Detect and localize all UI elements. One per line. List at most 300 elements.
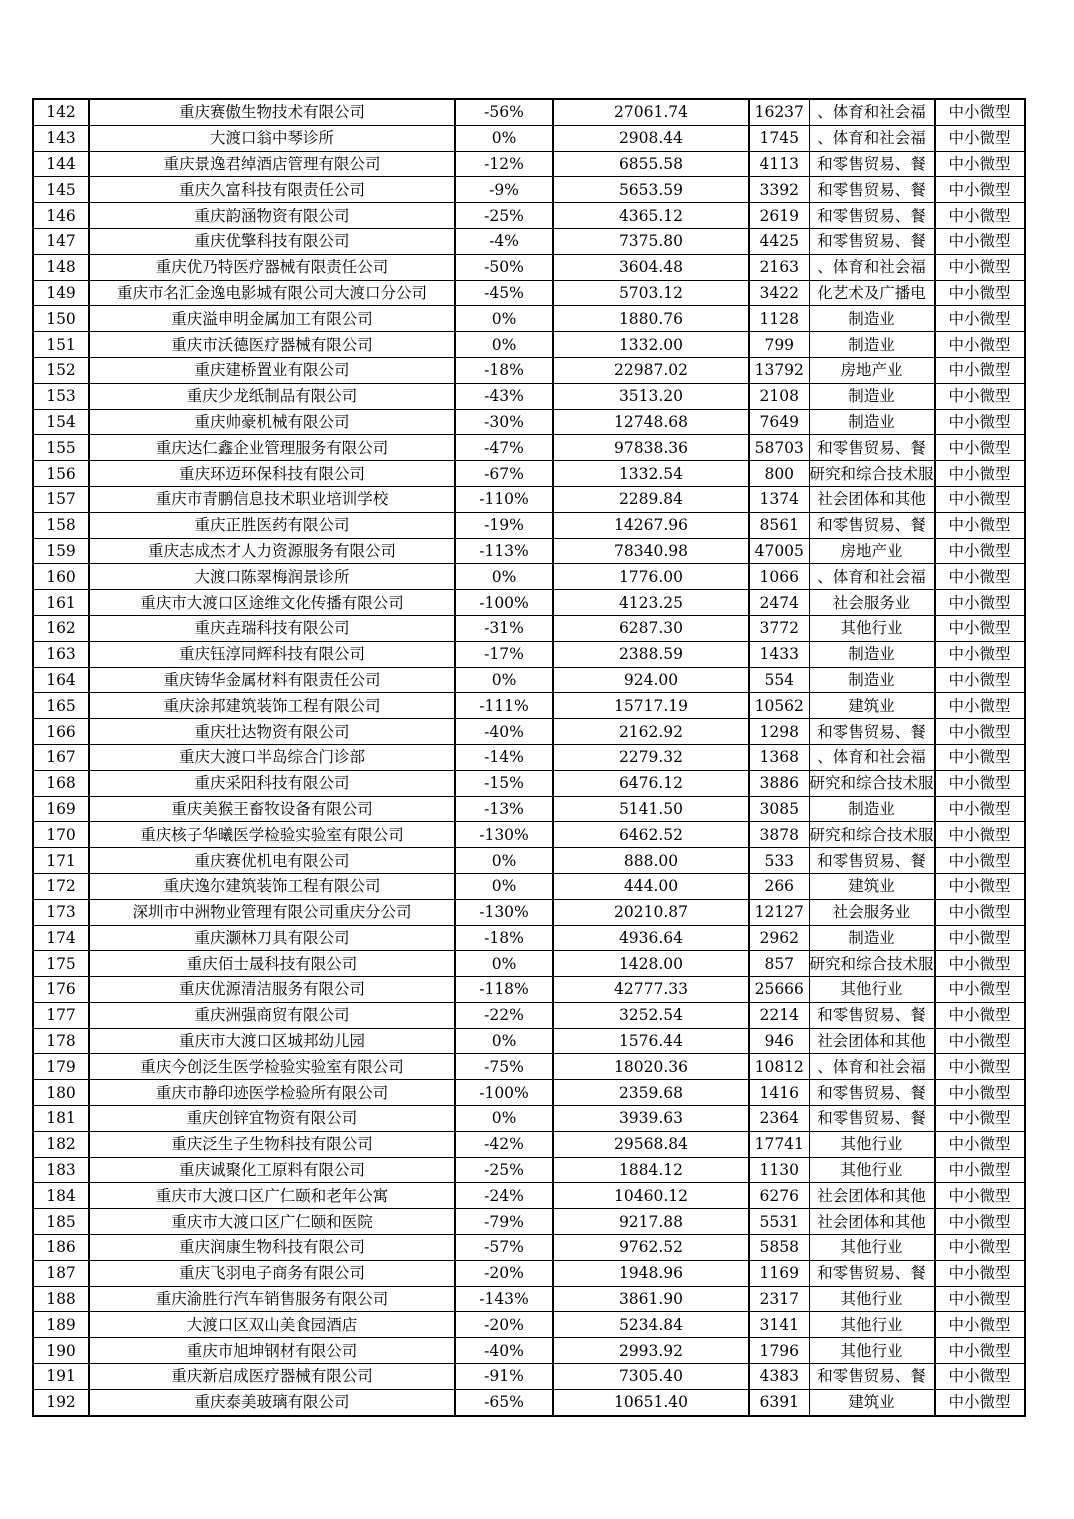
table-row: [33, 409, 1025, 435]
subsidy-cell: 4383: [749, 1364, 809, 1390]
amount-cell: 1428.00: [553, 951, 749, 977]
industry-cell: 制造业: [809, 667, 935, 693]
size-cell: 中小微型: [935, 641, 1025, 667]
subsidy-cell: 2962: [749, 925, 809, 951]
subsidy-cell: 17741: [749, 1131, 809, 1157]
row-number-cell: 161: [33, 590, 89, 616]
size-cell: 中小微型: [935, 615, 1025, 641]
subsidy-cell: 1433: [749, 641, 809, 667]
row-number-cell: 179: [33, 1054, 89, 1080]
subsidy-cell: 3772: [749, 615, 809, 641]
subsidy-cell: 4425: [749, 228, 809, 254]
company-name-cell: 重庆垚瑞科技有限公司: [89, 615, 455, 641]
subsidy-cell: 3392: [749, 177, 809, 203]
industry-cell: 研究和综合技术服: [809, 822, 935, 848]
row-number-cell: 144: [33, 151, 89, 177]
row-number-cell: 181: [33, 1106, 89, 1132]
industry-cell: 、体育和社会福: [809, 99, 935, 125]
subsidy-cell: 2364: [749, 1106, 809, 1132]
row-number-cell: 149: [33, 280, 89, 306]
company-name-cell: 重庆优乃特医疗器械有限责任公司: [89, 254, 455, 280]
table-row: [33, 925, 1025, 951]
change-rate-cell: -25%: [455, 203, 553, 229]
industry-cell: 其他行业: [809, 615, 935, 641]
table-row: [33, 770, 1025, 796]
amount-cell: 7375.80: [553, 228, 749, 254]
size-cell: 中小微型: [935, 1028, 1025, 1054]
change-rate-cell: 0%: [455, 306, 553, 332]
table-row: [33, 486, 1025, 512]
amount-cell: 7305.40: [553, 1364, 749, 1390]
change-rate-cell: -100%: [455, 590, 553, 616]
size-cell: 中小微型: [935, 1260, 1025, 1286]
change-rate-cell: -113%: [455, 538, 553, 564]
size-cell: 中小微型: [935, 125, 1025, 151]
industry-cell: 和零售贸易、餐: [809, 1080, 935, 1106]
size-cell: 中小微型: [935, 1002, 1025, 1028]
industry-cell: 和零售贸易、餐: [809, 512, 935, 538]
size-cell: 中小微型: [935, 306, 1025, 332]
row-number-cell: 164: [33, 667, 89, 693]
size-cell: 中小微型: [935, 203, 1025, 229]
subsidy-cell: 554: [749, 667, 809, 693]
change-rate-cell: -40%: [455, 719, 553, 745]
subsidy-cell: 10562: [749, 693, 809, 719]
company-name-cell: 重庆市旭坤钢材有限公司: [89, 1338, 455, 1364]
subsidy-cell: 10812: [749, 1054, 809, 1080]
company-name-cell: 重庆优源清洁服务有限公司: [89, 977, 455, 1003]
row-number-cell: 187: [33, 1260, 89, 1286]
size-cell: 中小微型: [935, 332, 1025, 358]
company-name-cell: 重庆达仁鑫企业管理服务有限公司: [89, 435, 455, 461]
amount-cell: 2162.92: [553, 719, 749, 745]
industry-cell: 制造业: [809, 796, 935, 822]
row-number-cell: 146: [33, 203, 89, 229]
row-number-cell: 178: [33, 1028, 89, 1054]
size-cell: 中小微型: [935, 1235, 1025, 1261]
industry-cell: 其他行业: [809, 1235, 935, 1261]
industry-cell: 社会服务业: [809, 899, 935, 925]
company-name-cell: 重庆久富科技有限责任公司: [89, 177, 455, 203]
row-number-cell: 158: [33, 512, 89, 538]
industry-cell: 社会团体和其他: [809, 1209, 935, 1235]
size-cell: 中小微型: [935, 1364, 1025, 1390]
table-row: [33, 951, 1025, 977]
row-number-cell: 175: [33, 951, 89, 977]
company-name-cell: 重庆正胜医药有限公司: [89, 512, 455, 538]
size-cell: 中小微型: [935, 873, 1025, 899]
table-row: [33, 719, 1025, 745]
enterprise-table: [32, 98, 1026, 1417]
size-cell: 中小微型: [935, 1131, 1025, 1157]
change-rate-cell: -43%: [455, 383, 553, 409]
industry-cell: 建筑业: [809, 873, 935, 899]
subsidy-cell: 266: [749, 873, 809, 899]
row-number-cell: 167: [33, 744, 89, 770]
size-cell: 中小微型: [935, 357, 1025, 383]
industry-cell: 制造业: [809, 332, 935, 358]
company-name-cell: 重庆诚聚化工原料有限公司: [89, 1157, 455, 1183]
size-cell: 中小微型: [935, 796, 1025, 822]
row-number-cell: 142: [33, 99, 89, 125]
row-number-cell: 157: [33, 486, 89, 512]
change-rate-cell: -79%: [455, 1209, 553, 1235]
row-number-cell: 166: [33, 719, 89, 745]
table-row: [33, 1389, 1025, 1415]
industry-cell: 制造业: [809, 641, 935, 667]
company-name-cell: 重庆壮达物资有限公司: [89, 719, 455, 745]
amount-cell: 6462.52: [553, 822, 749, 848]
amount-cell: 5703.12: [553, 280, 749, 306]
change-rate-cell: 0%: [455, 667, 553, 693]
size-cell: 中小微型: [935, 1286, 1025, 1312]
change-rate-cell: -20%: [455, 1312, 553, 1338]
industry-cell: 社会团体和其他: [809, 486, 935, 512]
amount-cell: 3604.48: [553, 254, 749, 280]
row-number-cell: 150: [33, 306, 89, 332]
change-rate-cell: -130%: [455, 822, 553, 848]
subsidy-cell: 3878: [749, 822, 809, 848]
industry-cell: 和零售贸易、餐: [809, 848, 935, 874]
company-name-cell: 重庆建桥置业有限公司: [89, 357, 455, 383]
company-name-cell: 重庆核子华曦医学检验实验室有限公司: [89, 822, 455, 848]
size-cell: 中小微型: [935, 1183, 1025, 1209]
subsidy-cell: 7649: [749, 409, 809, 435]
size-cell: 中小微型: [935, 409, 1025, 435]
amount-cell: 3861.90: [553, 1286, 749, 1312]
amount-cell: 4365.12: [553, 203, 749, 229]
size-cell: 中小微型: [935, 512, 1025, 538]
subsidy-cell: 800: [749, 461, 809, 487]
row-number-cell: 182: [33, 1131, 89, 1157]
industry-cell: 化艺术及广播电: [809, 280, 935, 306]
row-number-cell: 186: [33, 1235, 89, 1261]
change-rate-cell: 0%: [455, 873, 553, 899]
row-number-cell: 191: [33, 1364, 89, 1390]
amount-cell: 3513.20: [553, 383, 749, 409]
table-row: [33, 538, 1025, 564]
company-name-cell: 重庆泛生子生物科技有限公司: [89, 1131, 455, 1157]
amount-cell: 4936.64: [553, 925, 749, 951]
row-number-cell: 176: [33, 977, 89, 1003]
table-row: [33, 1054, 1025, 1080]
size-cell: 中小微型: [935, 848, 1025, 874]
size-cell: 中小微型: [935, 693, 1025, 719]
table-row: [33, 848, 1025, 874]
table-row: [33, 590, 1025, 616]
row-number-cell: 180: [33, 1080, 89, 1106]
industry-cell: 和零售贸易、餐: [809, 435, 935, 461]
size-cell: 中小微型: [935, 899, 1025, 925]
row-number-cell: 189: [33, 1312, 89, 1338]
change-rate-cell: 0%: [455, 332, 553, 358]
amount-cell: 22987.02: [553, 357, 749, 383]
amount-cell: 12748.68: [553, 409, 749, 435]
size-cell: 中小微型: [935, 177, 1025, 203]
row-number-cell: 171: [33, 848, 89, 874]
table-row: [33, 1157, 1025, 1183]
subsidy-cell: 6391: [749, 1389, 809, 1415]
company-name-cell: 重庆环迈环保科技有限公司: [89, 461, 455, 487]
industry-cell: 、体育和社会福: [809, 564, 935, 590]
company-name-cell: 重庆市大渡口区途维文化传播有限公司: [89, 590, 455, 616]
amount-cell: 5141.50: [553, 796, 749, 822]
company-name-cell: 重庆灏林刀具有限公司: [89, 925, 455, 951]
change-rate-cell: -118%: [455, 977, 553, 1003]
row-number-cell: 152: [33, 357, 89, 383]
subsidy-cell: 799: [749, 332, 809, 358]
company-name-cell: 重庆市大渡口区广仁颐和医院: [89, 1209, 455, 1235]
change-rate-cell: -15%: [455, 770, 553, 796]
table-row: [33, 151, 1025, 177]
row-number-cell: 155: [33, 435, 89, 461]
subsidy-cell: 2619: [749, 203, 809, 229]
amount-cell: 29568.84: [553, 1131, 749, 1157]
industry-cell: 建筑业: [809, 1389, 935, 1415]
company-name-cell: 大渡口翁中琴诊所: [89, 125, 455, 151]
size-cell: 中小微型: [935, 590, 1025, 616]
amount-cell: 14267.96: [553, 512, 749, 538]
company-name-cell: 深圳市中洲物业管理有限公司重庆分公司: [89, 899, 455, 925]
change-rate-cell: -57%: [455, 1235, 553, 1261]
amount-cell: 2388.59: [553, 641, 749, 667]
change-rate-cell: -12%: [455, 151, 553, 177]
amount-cell: 1332.54: [553, 461, 749, 487]
row-number-cell: 192: [33, 1389, 89, 1415]
subsidy-cell: 6276: [749, 1183, 809, 1209]
row-number-cell: 143: [33, 125, 89, 151]
size-cell: 中小微型: [935, 822, 1025, 848]
company-name-cell: 重庆市大渡口区广仁颐和老年公寓: [89, 1183, 455, 1209]
amount-cell: 5234.84: [553, 1312, 749, 1338]
table-row: [33, 99, 1025, 125]
company-name-cell: 重庆铸华金属材料有限责任公司: [89, 667, 455, 693]
amount-cell: 2279.32: [553, 744, 749, 770]
industry-cell: 和零售贸易、餐: [809, 1106, 935, 1132]
change-rate-cell: -22%: [455, 1002, 553, 1028]
industry-cell: 房地产业: [809, 538, 935, 564]
size-cell: 中小微型: [935, 770, 1025, 796]
row-number-cell: 183: [33, 1157, 89, 1183]
table-row: [33, 1131, 1025, 1157]
table-row: [33, 744, 1025, 770]
company-name-cell: 重庆赛优机电有限公司: [89, 848, 455, 874]
change-rate-cell: 0%: [455, 848, 553, 874]
industry-cell: 研究和综合技术服: [809, 461, 935, 487]
company-name-cell: 重庆帅豪机械有限公司: [89, 409, 455, 435]
subsidy-cell: 946: [749, 1028, 809, 1054]
company-name-cell: 重庆市沃德医疗器械有限公司: [89, 332, 455, 358]
change-rate-cell: -45%: [455, 280, 553, 306]
amount-cell: 1948.96: [553, 1260, 749, 1286]
table-row: [33, 641, 1025, 667]
subsidy-cell: 3085: [749, 796, 809, 822]
table-row: [33, 435, 1025, 461]
row-number-cell: 185: [33, 1209, 89, 1235]
table-row: [33, 1286, 1025, 1312]
table-row: [33, 383, 1025, 409]
change-rate-cell: -110%: [455, 486, 553, 512]
change-rate-cell: -111%: [455, 693, 553, 719]
table-row: [33, 615, 1025, 641]
table-row: [33, 1235, 1025, 1261]
size-cell: 中小微型: [935, 254, 1025, 280]
subsidy-cell: 8561: [749, 512, 809, 538]
change-rate-cell: -30%: [455, 409, 553, 435]
size-cell: 中小微型: [935, 538, 1025, 564]
size-cell: 中小微型: [935, 486, 1025, 512]
subsidy-cell: 5858: [749, 1235, 809, 1261]
table-row: [33, 461, 1025, 487]
size-cell: 中小微型: [935, 1054, 1025, 1080]
amount-cell: 10651.40: [553, 1389, 749, 1415]
industry-cell: 、体育和社会福: [809, 254, 935, 280]
table-row: [33, 306, 1025, 332]
amount-cell: 78340.98: [553, 538, 749, 564]
table-row: [33, 873, 1025, 899]
change-rate-cell: -40%: [455, 1338, 553, 1364]
change-rate-cell: 0%: [455, 1028, 553, 1054]
industry-cell: 、体育和社会福: [809, 744, 935, 770]
change-rate-cell: -24%: [455, 1183, 553, 1209]
size-cell: 中小微型: [935, 280, 1025, 306]
company-name-cell: 重庆韵涵物资有限公司: [89, 203, 455, 229]
table-row: [33, 1364, 1025, 1390]
industry-cell: 制造业: [809, 306, 935, 332]
subsidy-cell: 1796: [749, 1338, 809, 1364]
industry-cell: 制造业: [809, 925, 935, 951]
size-cell: 中小微型: [935, 1209, 1025, 1235]
amount-cell: 27061.74: [553, 99, 749, 125]
amount-cell: 3939.63: [553, 1106, 749, 1132]
industry-cell: 和零售贸易、餐: [809, 1002, 935, 1028]
company-name-cell: 重庆涂邦建筑装饰工程有限公司: [89, 693, 455, 719]
subsidy-cell: 3141: [749, 1312, 809, 1338]
table-row: [33, 1002, 1025, 1028]
amount-cell: 42777.33: [553, 977, 749, 1003]
industry-cell: 建筑业: [809, 693, 935, 719]
size-cell: 中小微型: [935, 1157, 1025, 1183]
table-row: [33, 899, 1025, 925]
amount-cell: 924.00: [553, 667, 749, 693]
amount-cell: 1776.00: [553, 564, 749, 590]
row-number-cell: 170: [33, 822, 89, 848]
size-cell: 中小微型: [935, 564, 1025, 590]
company-name-cell: 重庆美猴王畜牧设备有限公司: [89, 796, 455, 822]
row-number-cell: 156: [33, 461, 89, 487]
change-rate-cell: -17%: [455, 641, 553, 667]
change-rate-cell: -14%: [455, 744, 553, 770]
company-name-cell: 重庆今创泛生医学检验实验室有限公司: [89, 1054, 455, 1080]
subsidy-cell: 857: [749, 951, 809, 977]
change-rate-cell: 0%: [455, 564, 553, 590]
row-number-cell: 174: [33, 925, 89, 951]
company-name-cell: 重庆佰士晟科技有限公司: [89, 951, 455, 977]
size-cell: 中小微型: [935, 1080, 1025, 1106]
change-rate-cell: -100%: [455, 1080, 553, 1106]
subsidy-cell: 2317: [749, 1286, 809, 1312]
industry-cell: 房地产业: [809, 357, 935, 383]
change-rate-cell: -65%: [455, 1389, 553, 1415]
amount-cell: 1884.12: [553, 1157, 749, 1183]
subsidy-cell: 2108: [749, 383, 809, 409]
size-cell: 中小微型: [935, 1312, 1025, 1338]
company-name-cell: 重庆新启成医疗器械有限公司: [89, 1364, 455, 1390]
row-number-cell: 153: [33, 383, 89, 409]
industry-cell: 研究和综合技术服: [809, 770, 935, 796]
row-number-cell: 173: [33, 899, 89, 925]
industry-cell: 和零售贸易、餐: [809, 1364, 935, 1390]
industry-cell: 其他行业: [809, 1131, 935, 1157]
row-number-cell: 168: [33, 770, 89, 796]
amount-cell: 9762.52: [553, 1235, 749, 1261]
change-rate-cell: -47%: [455, 435, 553, 461]
company-name-cell: 重庆渝胜行汽车销售服务有限公司: [89, 1286, 455, 1312]
company-name-cell: 重庆钰淳同辉科技有限公司: [89, 641, 455, 667]
subsidy-cell: 1130: [749, 1157, 809, 1183]
table-row: [33, 564, 1025, 590]
industry-cell: 其他行业: [809, 977, 935, 1003]
company-name-cell: 重庆创锌宜物资有限公司: [89, 1106, 455, 1132]
size-cell: 中小微型: [935, 1338, 1025, 1364]
row-number-cell: 145: [33, 177, 89, 203]
row-number-cell: 165: [33, 693, 89, 719]
row-number-cell: 154: [33, 409, 89, 435]
size-cell: 中小微型: [935, 435, 1025, 461]
subsidy-cell: 533: [749, 848, 809, 874]
change-rate-cell: -91%: [455, 1364, 553, 1390]
subsidy-cell: 1298: [749, 719, 809, 745]
industry-cell: 社会服务业: [809, 590, 935, 616]
table-row: [33, 822, 1025, 848]
amount-cell: 97838.36: [553, 435, 749, 461]
change-rate-cell: -13%: [455, 796, 553, 822]
industry-cell: 制造业: [809, 383, 935, 409]
change-rate-cell: -50%: [455, 254, 553, 280]
amount-cell: 6287.30: [553, 615, 749, 641]
change-rate-cell: 0%: [455, 1106, 553, 1132]
subsidy-cell: 58703: [749, 435, 809, 461]
subsidy-cell: 1374: [749, 486, 809, 512]
amount-cell: 6476.12: [553, 770, 749, 796]
table-row: [33, 512, 1025, 538]
row-number-cell: 188: [33, 1286, 89, 1312]
size-cell: 中小微型: [935, 667, 1025, 693]
company-name-cell: 重庆市大渡口区城邦幼儿园: [89, 1028, 455, 1054]
subsidy-cell: 16237: [749, 99, 809, 125]
subsidy-cell: 1066: [749, 564, 809, 590]
change-rate-cell: -143%: [455, 1286, 553, 1312]
change-rate-cell: -130%: [455, 899, 553, 925]
row-number-cell: 147: [33, 228, 89, 254]
industry-cell: 、体育和社会福: [809, 1054, 935, 1080]
company-name-cell: 重庆市青鹏信息技术职业培训学校: [89, 486, 455, 512]
change-rate-cell: -19%: [455, 512, 553, 538]
amount-cell: 18020.36: [553, 1054, 749, 1080]
amount-cell: 2908.44: [553, 125, 749, 151]
size-cell: 中小微型: [935, 99, 1025, 125]
row-number-cell: 162: [33, 615, 89, 641]
industry-cell: 和零售贸易、餐: [809, 203, 935, 229]
company-name-cell: 重庆优擎科技有限公司: [89, 228, 455, 254]
table-row: [33, 1080, 1025, 1106]
row-number-cell: 148: [33, 254, 89, 280]
subsidy-cell: 2214: [749, 1002, 809, 1028]
company-name-cell: 重庆市静印迹医学检验所有限公司: [89, 1080, 455, 1106]
size-cell: 中小微型: [935, 719, 1025, 745]
industry-cell: 社会团体和其他: [809, 1183, 935, 1209]
size-cell: 中小微型: [935, 151, 1025, 177]
